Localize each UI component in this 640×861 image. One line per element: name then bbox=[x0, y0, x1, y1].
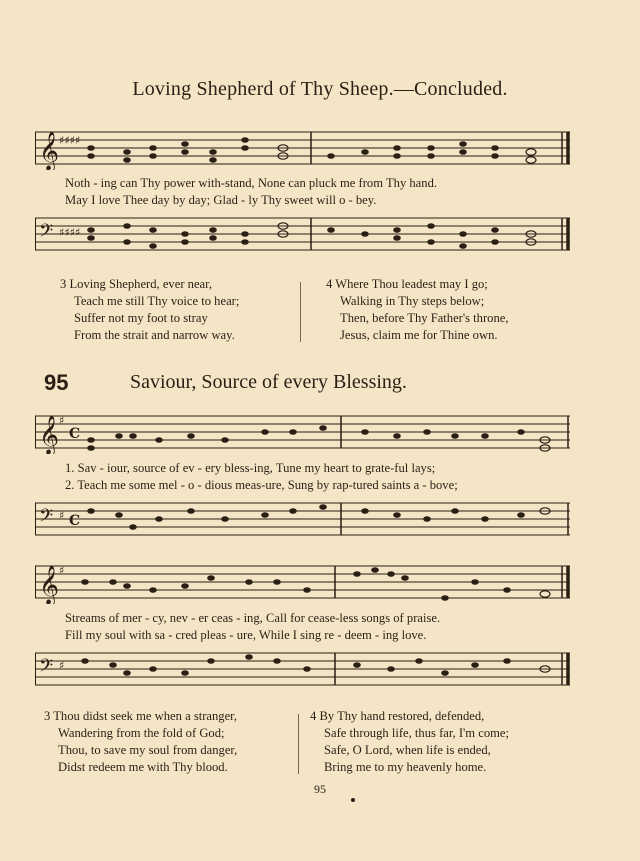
svg-text:♯♯♯♯: ♯♯♯♯ bbox=[59, 226, 81, 239]
hymn95-lyric-2: 2. Teach me some mel - o - dious meas-ure, Sung by rap-tured saints a - bove; bbox=[65, 478, 458, 492]
lyric-line-2: May I love Thee day by day; Glad - ly Thy sweet will o - bey. bbox=[65, 193, 377, 207]
verse-line: Teach me still Thy voice to hear; bbox=[74, 294, 240, 308]
svg-text:♯: ♯ bbox=[59, 414, 65, 427]
svg-text:𝄞: 𝄞 bbox=[39, 131, 60, 170]
verse-4-section1 bbox=[326, 276, 509, 344]
hymn-number: 95 bbox=[44, 370, 69, 395]
svg-text:C: C bbox=[69, 426, 81, 442]
verse-number: 4 bbox=[326, 277, 333, 291]
verse-line: Didst redeem me with Thy blood. bbox=[58, 760, 228, 774]
verse-line: Where Thou leadest may I go; bbox=[335, 277, 488, 291]
verse-line: Thou, to save my soul from danger, bbox=[58, 743, 238, 757]
verse-number: 3 bbox=[60, 277, 67, 291]
svg-text:♯♯♯♯: ♯♯♯♯ bbox=[59, 134, 81, 147]
svg-text:𝄞: 𝄞 bbox=[39, 565, 60, 604]
verse-number: 4 bbox=[310, 709, 317, 723]
svg-text:♯: ♯ bbox=[59, 509, 65, 522]
verse-line: Wandering from the fold of God; bbox=[58, 726, 225, 740]
svg-text:𝄢: 𝄢 bbox=[39, 506, 54, 531]
verse-line: Thou didst seek me when a stranger, bbox=[53, 709, 238, 723]
svg-text:𝄢: 𝄢 bbox=[39, 656, 54, 681]
hymn-title: Saviour, Source of every Blessing. bbox=[130, 371, 407, 393]
verse-3-hymn95 bbox=[44, 708, 237, 776]
verse-line: Suffer not my foot to stray bbox=[74, 311, 208, 325]
treble-staff-2 bbox=[35, 410, 575, 454]
lyric-line-1: Noth - ing can Thy power with-stand, None can pluck me from Thy hand. bbox=[65, 176, 438, 190]
svg-text:C: C bbox=[69, 513, 81, 529]
verse-4-hymn95 bbox=[310, 708, 509, 776]
svg-text:♯: ♯ bbox=[59, 659, 65, 672]
verse-line: Loving Shepherd, ever near, bbox=[69, 277, 212, 291]
svg-text:𝄞: 𝄞 bbox=[39, 415, 60, 454]
verse-line: Safe, O Lord, when life is ended, bbox=[324, 743, 491, 757]
treble-staff-3 bbox=[35, 560, 575, 604]
verse-line: From the strait and narrow way. bbox=[74, 328, 235, 342]
verse-line: Then, before Thy Father's throne, bbox=[340, 311, 509, 325]
hymn95-lyric-1: 1. Sav - iour, source of ev - ery bless-ing, Tune my heart to grate-ful lays; bbox=[65, 461, 436, 475]
verse-line: Walking in Thy steps below; bbox=[340, 294, 485, 308]
bass-staff-2 bbox=[35, 497, 575, 541]
bass-staff-1 bbox=[35, 212, 575, 256]
hymn95-lyric-4: Fill my soul with sa - cred pleas - ure, While I sing re - deem - ing love. bbox=[65, 628, 427, 642]
verse-line: Jesus, claim me for Thine own. bbox=[340, 328, 498, 342]
verse-divider bbox=[298, 714, 299, 774]
verse-number: 3 bbox=[44, 709, 51, 723]
page-number: 95 bbox=[314, 782, 326, 796]
bass-staff-3 bbox=[35, 647, 575, 691]
verse-divider bbox=[300, 282, 301, 342]
verse-line: Safe through life, thus far, I'm come; bbox=[324, 726, 510, 740]
svg-text:𝄢: 𝄢 bbox=[39, 221, 54, 246]
verse-line: By Thy hand restored, defended, bbox=[319, 709, 485, 723]
verse-line: Bring me to my heavenly home. bbox=[324, 760, 487, 774]
hymn95-lyric-3: Streams of mer - cy, nev - er ceas - ing, Call for cease-less songs of praise. bbox=[65, 611, 441, 625]
verse-3-section1 bbox=[60, 276, 239, 344]
treble-staff-1 bbox=[35, 126, 575, 170]
printer-dot bbox=[351, 798, 355, 802]
section-title: Loving Shepherd of Thy Sheep.—Concluded. bbox=[132, 78, 508, 100]
svg-text:♯: ♯ bbox=[59, 564, 65, 577]
